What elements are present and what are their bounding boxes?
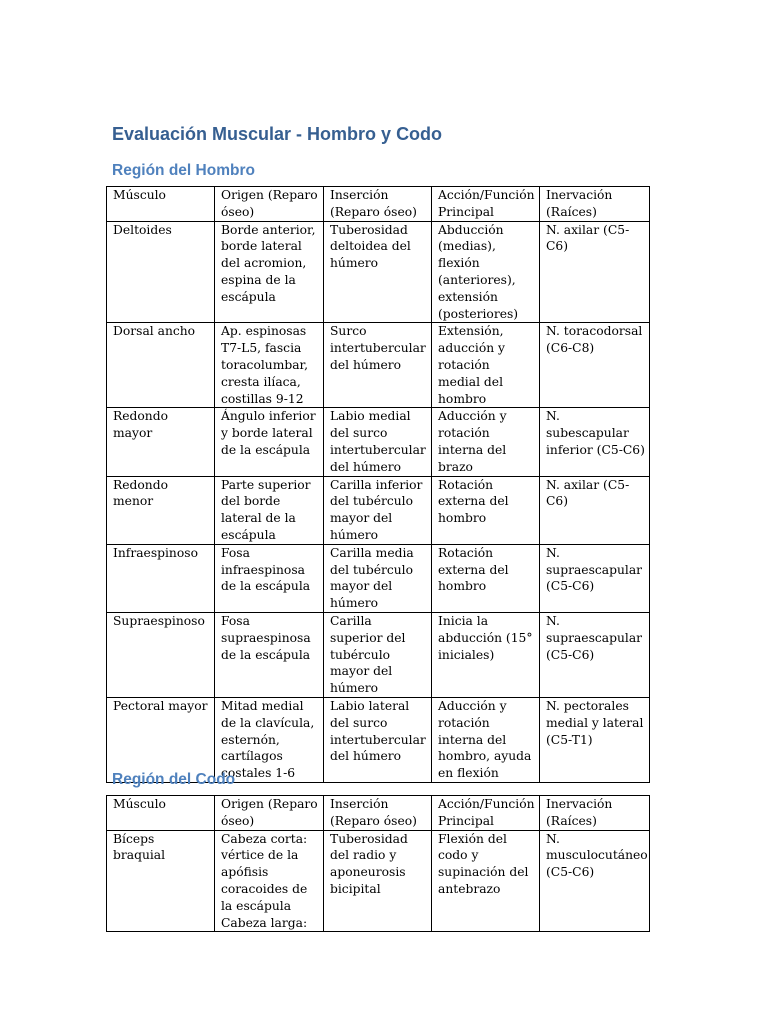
table-cell: Pectoral mayor bbox=[107, 697, 215, 782]
table-cell: N. toracodorsal (C6-C8) bbox=[540, 323, 650, 408]
table-cell: Parte superior del borde lateral de la escápula bbox=[215, 476, 324, 544]
table-cell: Rotación externa del hombro bbox=[432, 544, 540, 612]
table-row bbox=[107, 830, 650, 932]
table-cell: Borde anterior, borde lateral del acromion, espina de la escápula bbox=[215, 221, 324, 323]
table-row bbox=[107, 544, 650, 612]
table-header-row bbox=[107, 796, 650, 831]
table-cell: Bíceps braquial bbox=[107, 830, 215, 932]
table-cell: Labio lateral del surco intertubercular del húmero bbox=[324, 697, 432, 782]
table-row bbox=[107, 408, 650, 476]
table-cell: Abducción (medias), flexión (anteriores), extensión (posteriores) bbox=[432, 221, 540, 323]
table-cell: N. axilar (C5-C6) bbox=[540, 476, 650, 544]
table-cell: Redondo mayor bbox=[107, 408, 215, 476]
header-cell-action: Acción/Función Principal bbox=[432, 796, 540, 831]
section-heading-elbow: Región del Codo bbox=[112, 771, 236, 788]
elbow-muscle-table bbox=[106, 795, 650, 932]
table-row bbox=[107, 323, 650, 408]
table-cell: Ap. espinosas T7-L5, fascia toracolumbar, cresta ilíaca, costillas 9-12 bbox=[215, 323, 324, 408]
table-cell: N. musculocutáneo (C5-C6) bbox=[540, 830, 650, 932]
table-cell: Cabeza corta: vértice de la apófisis coracoides de la escápula Cabeza larga: bbox=[215, 830, 324, 932]
table-cell: Surco intertubercular del húmero bbox=[324, 323, 432, 408]
table-cell: Carilla superior del tubérculo mayor del húmero bbox=[324, 612, 432, 697]
table-cell: N. supraescapular (C5-C6) bbox=[540, 544, 650, 612]
table-cell: N. supraescapular (C5-C6) bbox=[540, 612, 650, 697]
table-cell: Aducción y rotación interna del hombro, ayuda en flexión bbox=[432, 697, 540, 782]
table-row bbox=[107, 612, 650, 697]
header-cell-muscle: Músculo bbox=[107, 187, 215, 222]
table-cell: Rotación externa del hombro bbox=[432, 476, 540, 544]
table-cell: Aducción y rotación interna del brazo bbox=[432, 408, 540, 476]
table-cell: Deltoides bbox=[107, 221, 215, 323]
header-cell-origin: Origen (Reparo óseo) bbox=[215, 796, 324, 831]
header-cell-insertion: Inserción (Reparo óseo) bbox=[324, 187, 432, 222]
table-cell: Labio medial del surco intertubercular del húmero bbox=[324, 408, 432, 476]
table-header-row bbox=[107, 187, 650, 222]
table-cell: Inicia la abducción (15° iniciales) bbox=[432, 612, 540, 697]
table-cell: Ángulo inferior y borde lateral de la escápula bbox=[215, 408, 324, 476]
table-cell: Fosa infraespinosa de la escápula bbox=[215, 544, 324, 612]
table-cell: N. pectorales medial y lateral (C5-T1) bbox=[540, 697, 650, 782]
table-cell: Fosa supraespinosa de la escápula bbox=[215, 612, 324, 697]
header-cell-action: Acción/Función Principal bbox=[432, 187, 540, 222]
shoulder-muscle-table bbox=[106, 186, 650, 783]
table-cell: Flexión del codo y supinación del antebrazo bbox=[432, 830, 540, 932]
page-title: Evaluación Muscular - Hombro y Codo bbox=[112, 124, 443, 144]
table-row bbox=[107, 221, 650, 323]
table-cell: Carilla media del tubérculo mayor del húmero bbox=[324, 544, 432, 612]
header-cell-innervation: Inervación (Raíces) bbox=[540, 796, 650, 831]
table-cell: Redondo menor bbox=[107, 476, 215, 544]
section-heading-shoulder: Región del Hombro bbox=[112, 162, 255, 179]
table-cell: Tuberosidad del radio y aponeurosis bicipital bbox=[324, 830, 432, 932]
header-cell-innervation: Inervación (Raíces) bbox=[540, 187, 650, 222]
table-row bbox=[107, 697, 650, 782]
header-cell-muscle: Músculo bbox=[107, 796, 215, 831]
table-cell: Mitad medial de la clavícula, esternón, cartílagos costales 1-6 bbox=[215, 697, 324, 782]
table-cell: Supraespinoso bbox=[107, 612, 215, 697]
table-cell: N. axilar (C5-C6) bbox=[540, 221, 650, 323]
table-cell: Tuberosidad deltoidea del húmero bbox=[324, 221, 432, 323]
table-cell: N. subescapular inferior (C5-C6) bbox=[540, 408, 650, 476]
table-cell: Extensión, aducción y rotación medial del hombro bbox=[432, 323, 540, 408]
table-cell: Carilla inferior del tubérculo mayor del húmero bbox=[324, 476, 432, 544]
header-cell-insertion: Inserción (Reparo óseo) bbox=[324, 796, 432, 831]
table-cell: Dorsal ancho bbox=[107, 323, 215, 408]
table-cell: Infraespinoso bbox=[107, 544, 215, 612]
header-cell-origin: Origen (Reparo óseo) bbox=[215, 187, 324, 222]
table-row bbox=[107, 476, 650, 544]
